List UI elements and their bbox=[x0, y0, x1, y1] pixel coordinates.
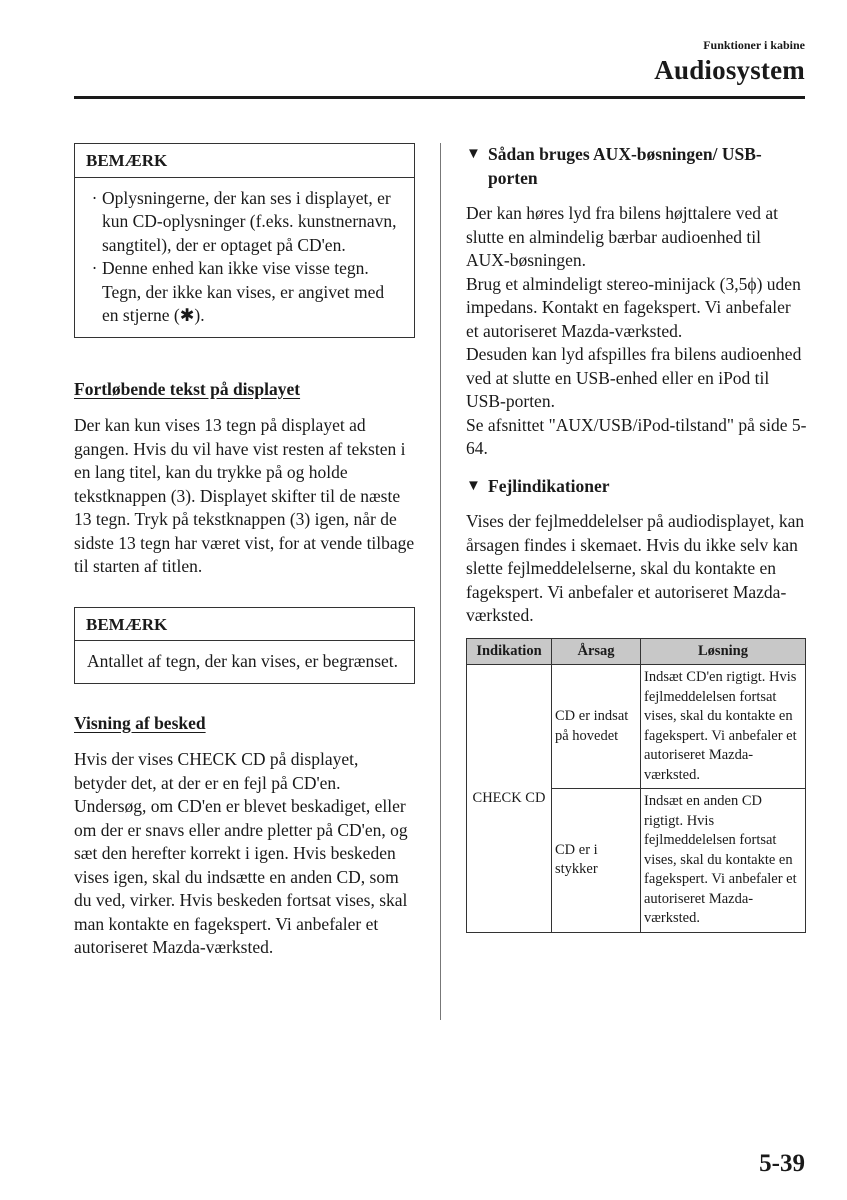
section-heading-text: Sådan bruges AUX-bøsningen/ USB-porten bbox=[488, 144, 762, 188]
bullet-dot-icon: · bbox=[91, 258, 98, 278]
aux-text bbox=[466, 202, 807, 461]
triangle-down-icon: ▼ bbox=[466, 146, 481, 162]
section-body: Hvis der vises CHECK CD på displayet, betyder det, at der er en fejl på CD'en. Undersøg, om CD'en er blevet beskadiget, eller om der er snavs eller andre pletter på CD'en, og sæt den herefter korrekt i igen. Hvis beskeden vises igen, skal du indsætte en anden CD, som du ved, virker. Hvis beskeden fortsat vises, skal man kontakte en fagekspert. Vi anbefaler et autoriseret Mazda-værksted. bbox=[74, 749, 408, 957]
note-heading: BEMÆRK bbox=[75, 608, 414, 642]
note-body: Antallet af tegn, der kan vises, er begrænset. bbox=[87, 651, 399, 671]
header-rule bbox=[74, 96, 805, 99]
paragraph: Se afsnittet "AUX/USB/iPod-tilstand" på side 5-64. bbox=[466, 414, 807, 458]
section-heading-text: Fejlindikationer bbox=[488, 475, 610, 496]
solution-cell: Indsæt CD'en rigtigt. Hvis fejlmeddelelsen fortsat vises, skal du kontakte en fagekspert. Vi anbefaler et autoriseret Mazda-værksted. bbox=[641, 665, 806, 789]
paragraph: Der kan høres lyd fra bilens højttalere ved at slutte en almindelig bærbar audioenhed til AUX-bøsningen. bbox=[466, 203, 778, 270]
solution-cell: Indsæt en anden CD rigtigt. Hvis fejlmeddelelsen fortsat vises, skal du kontakte en fagekspert. Vi anbefaler et autoriseret Mazda-værksted. bbox=[641, 789, 806, 933]
note-bullet bbox=[87, 257, 402, 328]
note-bullet-text: Denne enhed kan ikke vise visse tegn. Tegn, der ikke kan vises, er angivet med en stjerne (✱). bbox=[102, 258, 385, 325]
cause-cell: CD er i stykker bbox=[552, 789, 641, 933]
note-body bbox=[75, 178, 414, 337]
paragraph: Desuden kan lyd afspilles fra bilens audioenhed ved at slutte en USB-enhed eller en iPod til USB-porten. bbox=[466, 344, 802, 411]
column-header: Indikation bbox=[467, 638, 552, 665]
table-header-row bbox=[467, 638, 806, 665]
column-header: Løsning bbox=[641, 638, 806, 665]
bullet-dot-icon: · bbox=[91, 187, 98, 208]
page-number: 5-39 bbox=[759, 1150, 805, 1177]
note-heading: BEMÆRK bbox=[75, 144, 414, 178]
note-bullet-text: Oplysningerne, der kan ses i displayet, er kun CD-oplysninger (f.eks. kunstnernavn, sangtitel), der er optaget på CD'en. bbox=[102, 187, 397, 255]
left-column bbox=[74, 143, 415, 988]
page-title: Audiosystem bbox=[654, 55, 805, 85]
column-header: Årsag bbox=[552, 638, 641, 665]
table-row bbox=[467, 665, 806, 789]
indication-cell: CHECK CD bbox=[467, 665, 552, 933]
section-heading bbox=[466, 475, 807, 499]
column-divider bbox=[440, 143, 441, 1020]
section-heading bbox=[466, 143, 807, 190]
note-box bbox=[74, 607, 415, 684]
note-box bbox=[74, 143, 415, 338]
section-heading: Fortløbende tekst på displayet bbox=[74, 378, 301, 399]
section-heading: Visning af besked bbox=[74, 712, 206, 733]
cause-cell: CD er indsat på hovedet bbox=[552, 665, 641, 789]
fault-table bbox=[466, 638, 806, 933]
paragraph: Brug et almindeligt stereo-minijack (3,5ϕ) uden impedans. Kontakt en fagekspert. Vi anbefaler et autoriseret Mazda-værksted. bbox=[466, 273, 801, 341]
note-bullet bbox=[87, 187, 402, 258]
paragraph: Vises der fejlmeddelelser på audiodisplayet, kan årsagen findes i skemaet. Hvis du ikke selv kan slette fejlmeddelelserne, skal du kontakte en fagekspert. Vi anbefaler et autoriseret Mazda-værksted. bbox=[466, 511, 805, 625]
right-column bbox=[466, 143, 807, 933]
section-body: Der kan kun vises 13 tegn på displayet ad gangen. Hvis du vil have vist resten af teksten i en lang titel, kan du trykke på og holde tekstknappen (3). Displayet skifter til de næste 13 tegn. Tryk på tekstknappen (3) igen, når de sidste 13 tegn har været vist, for at vende tilbage til starten af titlen. bbox=[74, 415, 415, 576]
triangle-down-icon: ▼ bbox=[466, 477, 481, 494]
section-header: Funktioner i kabine bbox=[703, 38, 805, 52]
